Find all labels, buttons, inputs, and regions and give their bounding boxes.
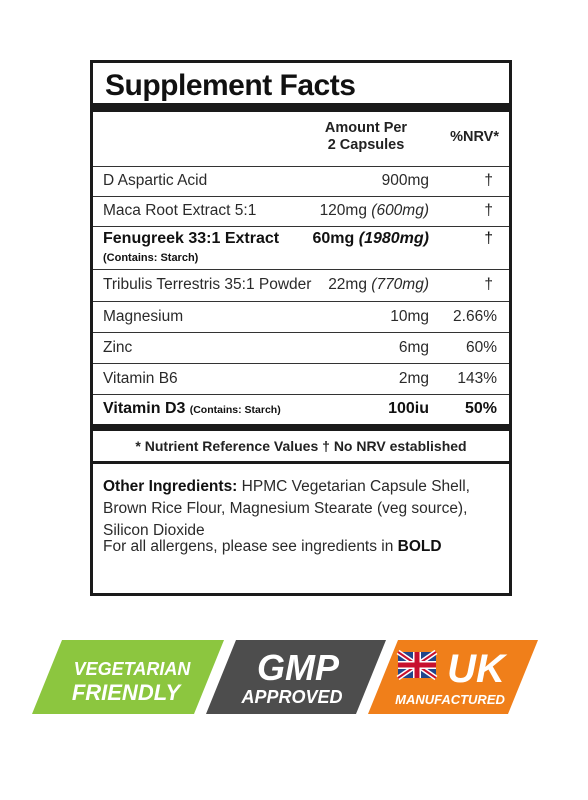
nutrient-name: Maca Root Extract 5:1	[103, 202, 257, 219]
nutrient-nrv: 60%	[465, 339, 497, 356]
nutrient-name-group	[103, 400, 281, 418]
nutrient-row	[93, 363, 509, 394]
section-divider	[93, 461, 509, 464]
nutrient-name: Zinc	[103, 339, 133, 356]
nutrient-nrv: †	[484, 276, 493, 293]
vegetarian-line2: FRIENDLY	[71, 680, 181, 705]
allergen-bold: BOLD	[397, 538, 442, 555]
nutrient-amount: 10mg	[390, 308, 429, 325]
nutrient-name: Tribulis Terrestris 35:1 Powder	[103, 276, 312, 293]
nutrient-name: Vitamin D3	[103, 400, 186, 417]
vegetarian-line1: VEGETARIAN	[73, 659, 191, 679]
nutrient-nrv: †	[484, 172, 493, 189]
nutrient-nrv: †	[484, 202, 493, 219]
nutrient-name: Fenugreek 33:1 Extract	[103, 230, 280, 247]
nrv-header: %NRV*	[450, 129, 499, 145]
certification-badges	[0, 638, 588, 718]
nutrient-row	[93, 196, 509, 226]
nutrient-amount: 2mg	[398, 370, 429, 387]
panel-title: Supplement Facts	[93, 63, 509, 112]
vegetarian-badge	[32, 640, 224, 714]
nutrient-amount: 60mg	[312, 230, 355, 247]
amount-header	[301, 120, 431, 154]
nutrient-amount: 6mg	[398, 339, 429, 356]
supplement-facts-panel	[90, 60, 512, 596]
other-ingredients-text: HPMC Vegetarian Capsule Shell, Brown Rice Flour, Magnesium Stearate (veg source), Silicon Dioxide	[103, 478, 470, 539]
nrv-footnote: * Nutrient Reference Values † No NRV established	[135, 438, 467, 454]
uk-line2: MANUFACTURED	[395, 692, 505, 707]
uk-badge	[368, 640, 538, 714]
gmp-line1: GMP	[256, 647, 340, 688]
nutrient-amount-group	[313, 230, 430, 248]
nutrient-amount-equivalent: (1980mg)	[358, 230, 429, 247]
section-divider	[93, 424, 509, 431]
nutrient-amount: 900mg	[381, 172, 429, 189]
nutrient-name: Magnesium	[103, 308, 184, 325]
nutrient-amount-equivalent: (770mg)	[371, 276, 429, 293]
nutrient-note: (Contains: Starch)	[189, 404, 281, 416]
nutrient-name: D Aspartic Acid	[103, 172, 208, 189]
column-header	[93, 112, 509, 166]
nutrient-amount-equivalent: (600mg)	[371, 202, 429, 219]
gmp-line2: APPROVED	[241, 687, 343, 707]
amount-header-line1: Amount Per	[324, 120, 408, 136]
nutrient-row	[93, 301, 509, 332]
nutrient-amount: 120mg	[319, 202, 367, 219]
other-ingredients	[103, 476, 499, 542]
nutrient-amount: 100iu	[388, 400, 429, 417]
nutrient-row	[93, 332, 509, 363]
nutrient-row	[93, 226, 509, 269]
union-jack-icon	[398, 652, 436, 678]
nutrient-amount-group	[320, 202, 429, 220]
nutrient-nrv: 50%	[464, 400, 497, 417]
gmp-badge	[206, 640, 386, 714]
nutrient-row	[93, 166, 509, 196]
uk-line1: UK	[447, 647, 505, 691]
nutrient-nrv: 2.66%	[453, 308, 497, 325]
nutrient-row	[93, 394, 509, 424]
allergen-text: For all allergens, please see ingredients in	[103, 538, 398, 555]
allergen-note	[103, 538, 442, 556]
nutrient-name: Vitamin B6	[103, 370, 178, 387]
amount-header-line2: 2 Capsules	[327, 137, 405, 153]
nutrient-nrv: †	[484, 230, 493, 247]
nutrient-nrv: 143%	[457, 370, 497, 387]
nutrient-row	[93, 269, 509, 301]
nutrient-amount: 22mg	[328, 276, 367, 293]
nutrient-amount-group	[328, 276, 429, 294]
nutrient-note: (Contains: Starch)	[103, 252, 199, 264]
other-ingredients-label: Other Ingredients:	[103, 478, 238, 495]
nutrient-name-group	[103, 230, 279, 267]
